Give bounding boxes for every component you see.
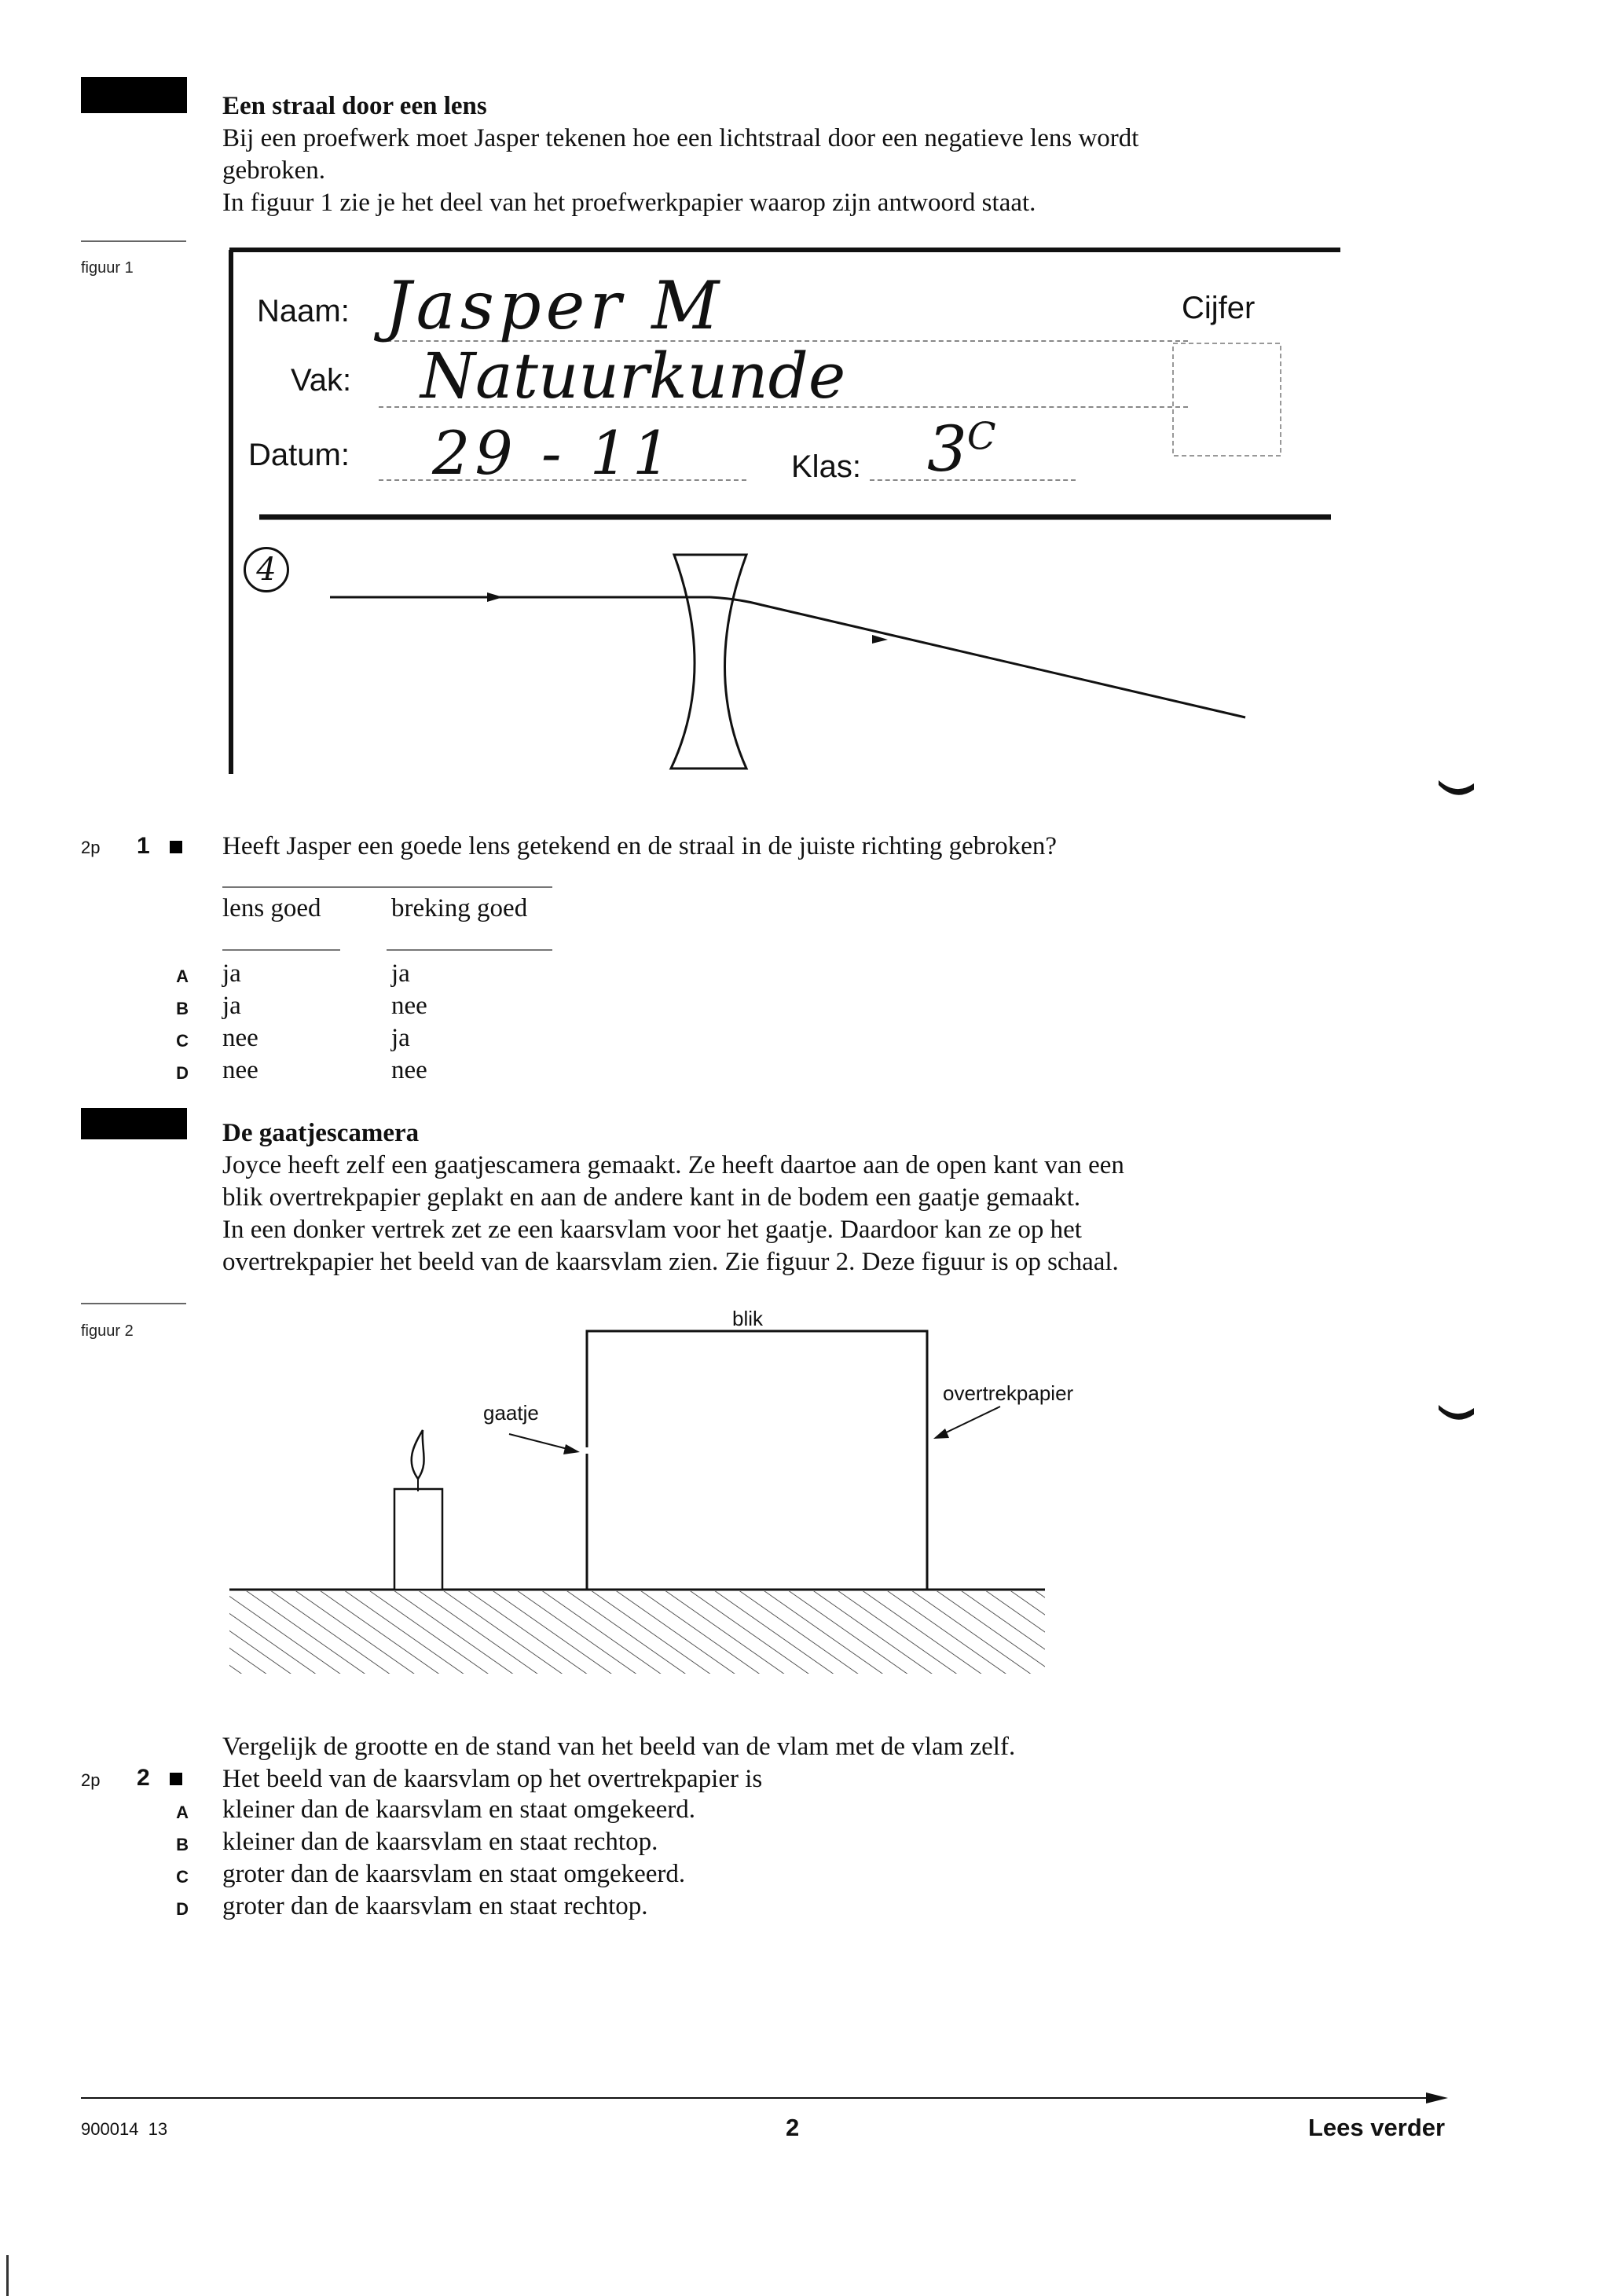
q1-option-b-col2[interactable]: nee [391, 992, 427, 1020]
q2-option-b[interactable]: kleiner dan de kaarsvlam en staat rechtop. [222, 1828, 658, 1856]
footer-arrow-rule [81, 2090, 1456, 2106]
overtrekpapier-label: overtrekpapier [943, 1381, 1074, 1405]
klas-label: Klas: [791, 449, 861, 484]
naam-value: Jasper M [385, 267, 724, 344]
q1-option-letter: A [176, 966, 189, 986]
q2-option-letter: B [176, 1835, 189, 1854]
klas-number: 3 [927, 413, 967, 486]
section2-line: In een donker vertrek zet ze een kaarsvlam voor het gaatje. Daardoor kan ze op het [222, 1216, 1082, 1244]
q1-question: Heeft Jasper een goede lens getekend en de straal in de juiste richting gebroken? [222, 832, 1057, 860]
q2-points: 2p [81, 1770, 101, 1790]
section1-title: Een straal door een lens [222, 92, 487, 120]
footer-code: 900014 13 [81, 2119, 168, 2139]
binder-mark [1436, 774, 1483, 805]
q1-option-c-col2[interactable]: ja [391, 1024, 410, 1052]
blik-label: blik [732, 1307, 764, 1330]
figure1-label: figuur 1 [81, 259, 134, 277]
naam-label: Naam: [257, 294, 350, 328]
q1-header-rule1 [222, 949, 340, 951]
footer-page-number: 2 [786, 2114, 800, 2141]
section2-line: blik overtrekpapier geplakt en aan de andere kant in de bodem een gaatje gemaakt. [222, 1183, 1081, 1212]
q1-header-breking: breking goed [391, 894, 528, 922]
q1-option-a-col2[interactable]: ja [391, 959, 410, 988]
pinhole-camera-drawing [220, 1297, 1069, 1689]
q1-points: 2p [81, 838, 101, 857]
q2-option-letter: D [176, 1899, 189, 1919]
datum-label: Datum: [248, 438, 350, 472]
section1-line: gebroken. [222, 156, 326, 185]
figure2 [220, 1297, 1074, 1689]
section-marker [81, 1108, 187, 1139]
q1-option-a-col1[interactable]: ja [222, 959, 241, 988]
q1-header-lens: lens goed [222, 894, 321, 922]
q1-option-d-col1[interactable]: nee [222, 1056, 258, 1084]
q1-option-letter: C [176, 1031, 189, 1051]
q1-option-d-col2[interactable]: nee [391, 1056, 427, 1084]
q2-intro: Vergelijk de grootte en de stand van het beeld van de vlam met de vlam zelf. [222, 1733, 1016, 1761]
figure1-rule [81, 240, 186, 242]
gaatje-label: gaatje [483, 1401, 539, 1425]
q1-marker [170, 841, 182, 853]
section2-line: Joyce heeft zelf een gaatjescamera gemaakt. Ze heeft daartoe aan de open kant van een [222, 1151, 1124, 1179]
q2-question: Het beeld van de kaarsvlam op het overtrekpapier is [222, 1765, 763, 1793]
q2-option-letter: A [176, 1803, 189, 1822]
figure1 [220, 244, 1351, 786]
question-number-text: 4 [256, 552, 277, 588]
vak-label: Vak: [291, 363, 352, 398]
q1-header-rule2 [387, 949, 552, 951]
klas-letter: C [966, 414, 996, 459]
section2-title: De gaatjescamera [222, 1119, 420, 1147]
section1-line: In figuur 1 zie je het deel van het proefwerkpapier waarop zijn antwoord staat. [222, 189, 1036, 217]
section2-line: overtrekpapier het beeld van de kaarsvlam zien. Zie figuur 2. Deze figuur is op schaal. [222, 1248, 1119, 1276]
cijfer-label: Cijfer [1182, 291, 1256, 325]
footer-next-page: Lees verder [1308, 2114, 1446, 2141]
q1-option-c-col1[interactable]: nee [222, 1024, 258, 1052]
scan-edge-line [6, 2255, 9, 2296]
figure2-rule [81, 1303, 186, 1304]
q2-number: 2 [137, 1765, 150, 1791]
section2-text [222, 1117, 1124, 1278]
lens-ray-drawing [220, 244, 1351, 786]
q1-option-b-col1[interactable]: ja [222, 992, 241, 1020]
q2-option-d[interactable]: groter dan de kaarsvlam en staat rechtop. [222, 1892, 648, 1920]
q2-option-a[interactable]: kleiner dan de kaarsvlam en staat omgekeerd. [222, 1795, 695, 1824]
datum-value: 29 - 11 [432, 418, 676, 488]
vak-value: Natuurkunde [420, 339, 846, 413]
q1-table-top-rule [222, 886, 552, 888]
q1-option-letter: B [176, 999, 189, 1018]
q1-option-letter: D [176, 1063, 189, 1083]
q2-option-c[interactable]: groter dan de kaarsvlam en staat omgekeerd. [222, 1860, 686, 1888]
section1-text [222, 90, 1138, 219]
q1-number: 1 [137, 833, 150, 859]
figure2-label: figuur 2 [81, 1322, 134, 1340]
binder-mark [1436, 1399, 1483, 1430]
q2-marker [170, 1773, 182, 1785]
q2-option-letter: C [176, 1867, 189, 1887]
section1-line: Bij een proefwerk moet Jasper tekenen hoe een lichtstraal door een negatieve lens wordt [222, 124, 1139, 152]
section-marker [81, 77, 187, 113]
